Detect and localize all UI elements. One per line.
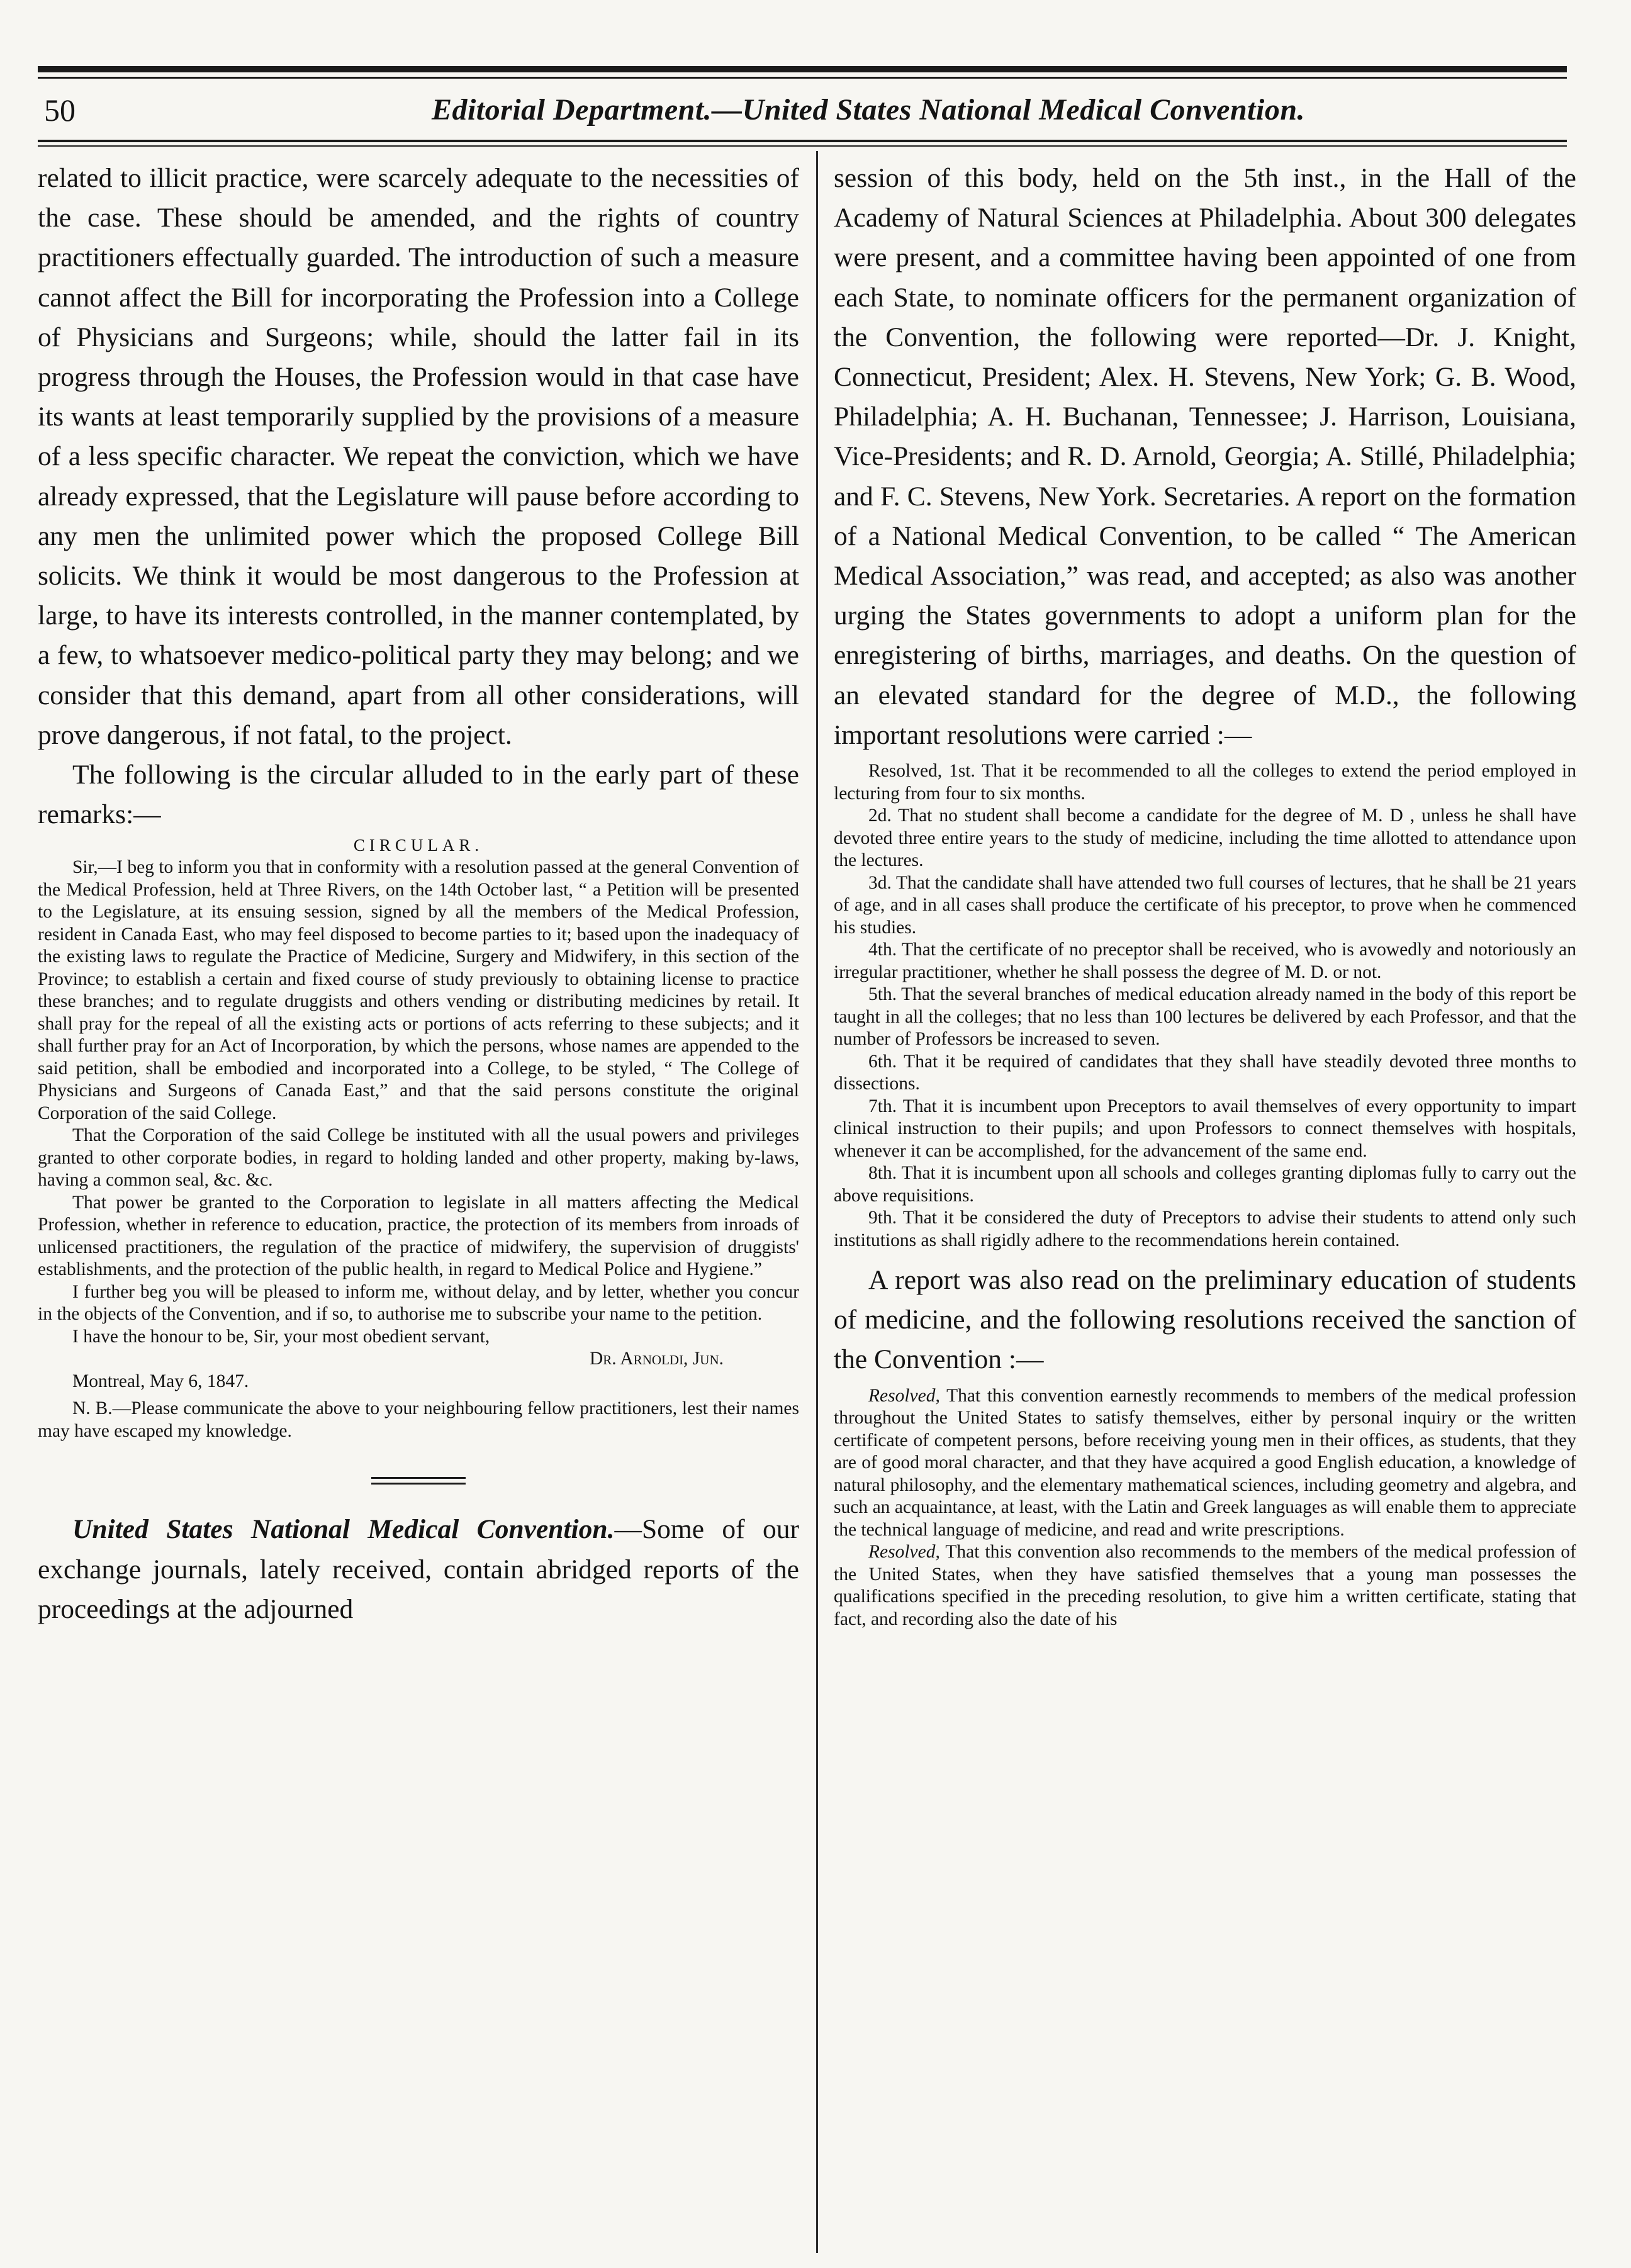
circular-paragraph-1: Sir,—I beg to inform you that in conformity with a resolution passed at the general Convention of the Medical Profession, held at Three Rivers, on the 14th October last, “ a Petition will be presented to the Legislature, at its ensuing session, signed by all the members of the Medical Profession, resident in Canada East, who may feel disposed to become parties to it; based upon the inadequacy of the existing laws to regulate the Practice of Medicine, Surgery and Midwifery, in this section of the Province; to establish a certain and fixed course of study previously to obtaining license to practice these branches; and to regulate druggists and others vending or distributing medicines by retail. It shall pray for the repeal of all the existing acts or portions of acts referring to these subjects; and it shall further pray for an Act of Incorporation, by which the persons, whose names are appended to the said petition, shall be embodied and incorporated into a College, to be styled, “ The College of Physicians and Surgeons of Canada East,” and that the said persons constitute the original Corporation of the said College. — [38, 857, 799, 1123]
circular-signature: Dr. Arnoldi, Jun. — [590, 1349, 724, 1369]
resolution-6: 6th. That it be required of candidates that they shall have steadily devoted three months to dissections. — [834, 1051, 1576, 1094]
right-column — [834, 159, 1576, 1631]
resolution-3: 3d. That the candidate shall have attended two full courses of lectures, that he shall be 21 years of age, and in all cases shall produce the certificate of his preceptor, to prove when he commenced his studies. — [834, 872, 1576, 938]
circular-paragraph-2: That the Corporation of the said College be instituted with all the usual powers and privileges granted to other corporate bodies, in regard to holding landed and other property, making by-laws, having a common seal, &c. &c. — [38, 1125, 799, 1191]
circular-dateline: Montreal, May 6, 1847. — [72, 1371, 249, 1391]
convention-intro-text: —Some of our exchange journals, lately received, contain abridged reports of the proceedings at the adjourned — [38, 1514, 799, 1624]
resolution-9: 9th. That it be considered the duty of Preceptors to advise their students to attend only such institutions as shall rigidly adhere to the recommendations herein contained. — [834, 1208, 1576, 1250]
resolution-2: 2d. That no student shall become a candidate for the degree of M. D , unless he shall have devoted three entire years to the study of medicine, including the time allotted to attendance upon the lectures. — [834, 806, 1576, 871]
header-rule — [38, 140, 1567, 142]
top-rule-thin — [38, 77, 1567, 79]
education-resolution-1: Resolved, That this convention earnestly recommends to members of the medical profession throughout the United States to satisfy themselves, either by personal inquiry or the written certificate of competent persons, before receiving young men in their offices, as students, that they are of good moral character, and that they have acquired a good English education, a knowledge of natural philosophy, and the elementary mathematical sciences, including geometry and algebra, and such an acquaintance, at least, with the Latin and Greek languages as will enable them to appreciate the technical language of medicine, and read and write prescriptions. — [834, 1385, 1576, 1540]
column-divider — [816, 151, 818, 2253]
resolution-5: 5th. That the several branches of medical education already named in the body of this report be taught in all the colleges; that no less than 100 lectures be delivered by each Professor, and that the number of Professors be increased to seven. — [834, 984, 1576, 1050]
resolution-1: Resolved, 1st. That it be recommended to all the colleges to extend the period employed in lecturing from four to six months. — [834, 761, 1576, 804]
page-number: 50 — [44, 93, 76, 128]
resolution-7: 7th. That it is incumbent upon Preceptors to avail themselves of every opportunity to impart clinical instruction to their pupils; and upon Professors to connect themselves with hospitals, whenever it can be accomplished, for the advancement of the same end. — [834, 1096, 1576, 1161]
convention-report: session of this body, held on the 5th inst., in the Hall of the Academy of Natural Sciences at Philadelphia. About 300 delegates were present, and a committee having been appointed of one from each State, to nominate officers for the permanent organization of the Convention, the following were reported—Dr. J. Knight, Connecticut, President; Alex. H. Stevens, New York; G. B. Wood, Philadelphia; A. H. Buchanan, Tennessee; J. Harrison, Louisiana, Vice-Presidents; and R. D. Arnold, Georgia; A. Stillé, Philadelphia; and F. C. Stevens, New York. Secretaries. A report on the formation of a National Medical Convention, to be called “ The American Medical Association,” was read, and accepted; as also was another urging the States governments to adopt a uniform plan for the enregistering of births, marriages, and deaths. On the question of an elevated standard for the degree of M.D., the following important resolutions were carried :— — [834, 163, 1576, 750]
circular-title: CIRCULAR. — [353, 836, 484, 855]
education-resolution-2: Resolved, That this convention also recommends to the members of the medical profession of the United States, when they have satisfied themselves that a young man possesses the qualifications specified in the preceding resolution, to give him a written certificate, stating that fact, and recording also the date of his — [834, 1542, 1576, 1629]
preliminary-education-intro: A report was also read on the preliminary education of students of medicine, and the following resolutions received the sanction of the Convention :— — [834, 1265, 1576, 1375]
header-rule-thin — [38, 145, 1567, 147]
top-rule — [38, 66, 1567, 72]
convention-intro — [38, 1510, 799, 1629]
circular-postscript: N. B.—Please communicate the above to your neighbouring fellow practitioners, lest their names may have escaped my knowledge. — [38, 1398, 799, 1441]
section-title: United States National Medical Convention. — [72, 1514, 615, 1545]
circular-paragraph-3: That power be granted to the Corporation to legislate in all matters affecting the Medical Profession, whether in reference to education, practice, the protection of its members from inroads of unlicensed practitioners, the regulation of the practice of midwifery, the supervision of druggists' establishments, and the protection of the public health, in regard to Medical Police and Hygiene.” — [38, 1192, 799, 1280]
section-separator — [371, 1477, 466, 1485]
circular-intro: The following is the circular alluded to in the early part of these remarks:— — [38, 760, 799, 830]
circular-closing: I have the honour to be, Sir, your most obedient servant, — [72, 1326, 490, 1347]
paragraph-continued: related to illicit practice, were scarcely adequate to the necessities of the case. These should be amended, and the rights of country practitioners effectually guarded. The introduction of such a measure cannot affect the Bill for incorporating the Profession into a College of Physicians and Surgeons; while, should the latter fail in its progress through the Houses, the Profession would in that case have its wants at least temporarily supplied by the provisions of a measure of a less specific character. We repeat the conviction, which we have already expressed, that the Legislature will pause before according to any men the unlimited power which the proposed College Bill solicits. We think it would be most dangerous to the Profession at large, to have its interests controlled, in the manner contemplated, by a few, to whatsoever medico-political party they may belong; and we consider that this demand, apart from all other considerations, will prove dangerous, if not fatal, to the project. — [38, 163, 799, 750]
circular-paragraph-4: I further beg you will be pleased to inform me, without delay, and by letter, whether you concur in the objects of the Convention, and if so, to authorise me to subscribe your name to the petition. — [38, 1281, 799, 1325]
resolution-8: 8th. That it is incumbent upon all schools and colleges granting diplomas fully to carry out the above requisitions. — [834, 1163, 1576, 1206]
left-column — [38, 159, 799, 1629]
page-header — [38, 88, 1567, 138]
resolution-4: 4th. That the certificate of no preceptor shall be received, who is avowedly and notoriously an irregular practitioner, whether he shall possess the degree of M. D. or not. — [834, 940, 1576, 982]
running-head: Editorial Department.—United States National Medical Convention. — [431, 93, 1306, 126]
